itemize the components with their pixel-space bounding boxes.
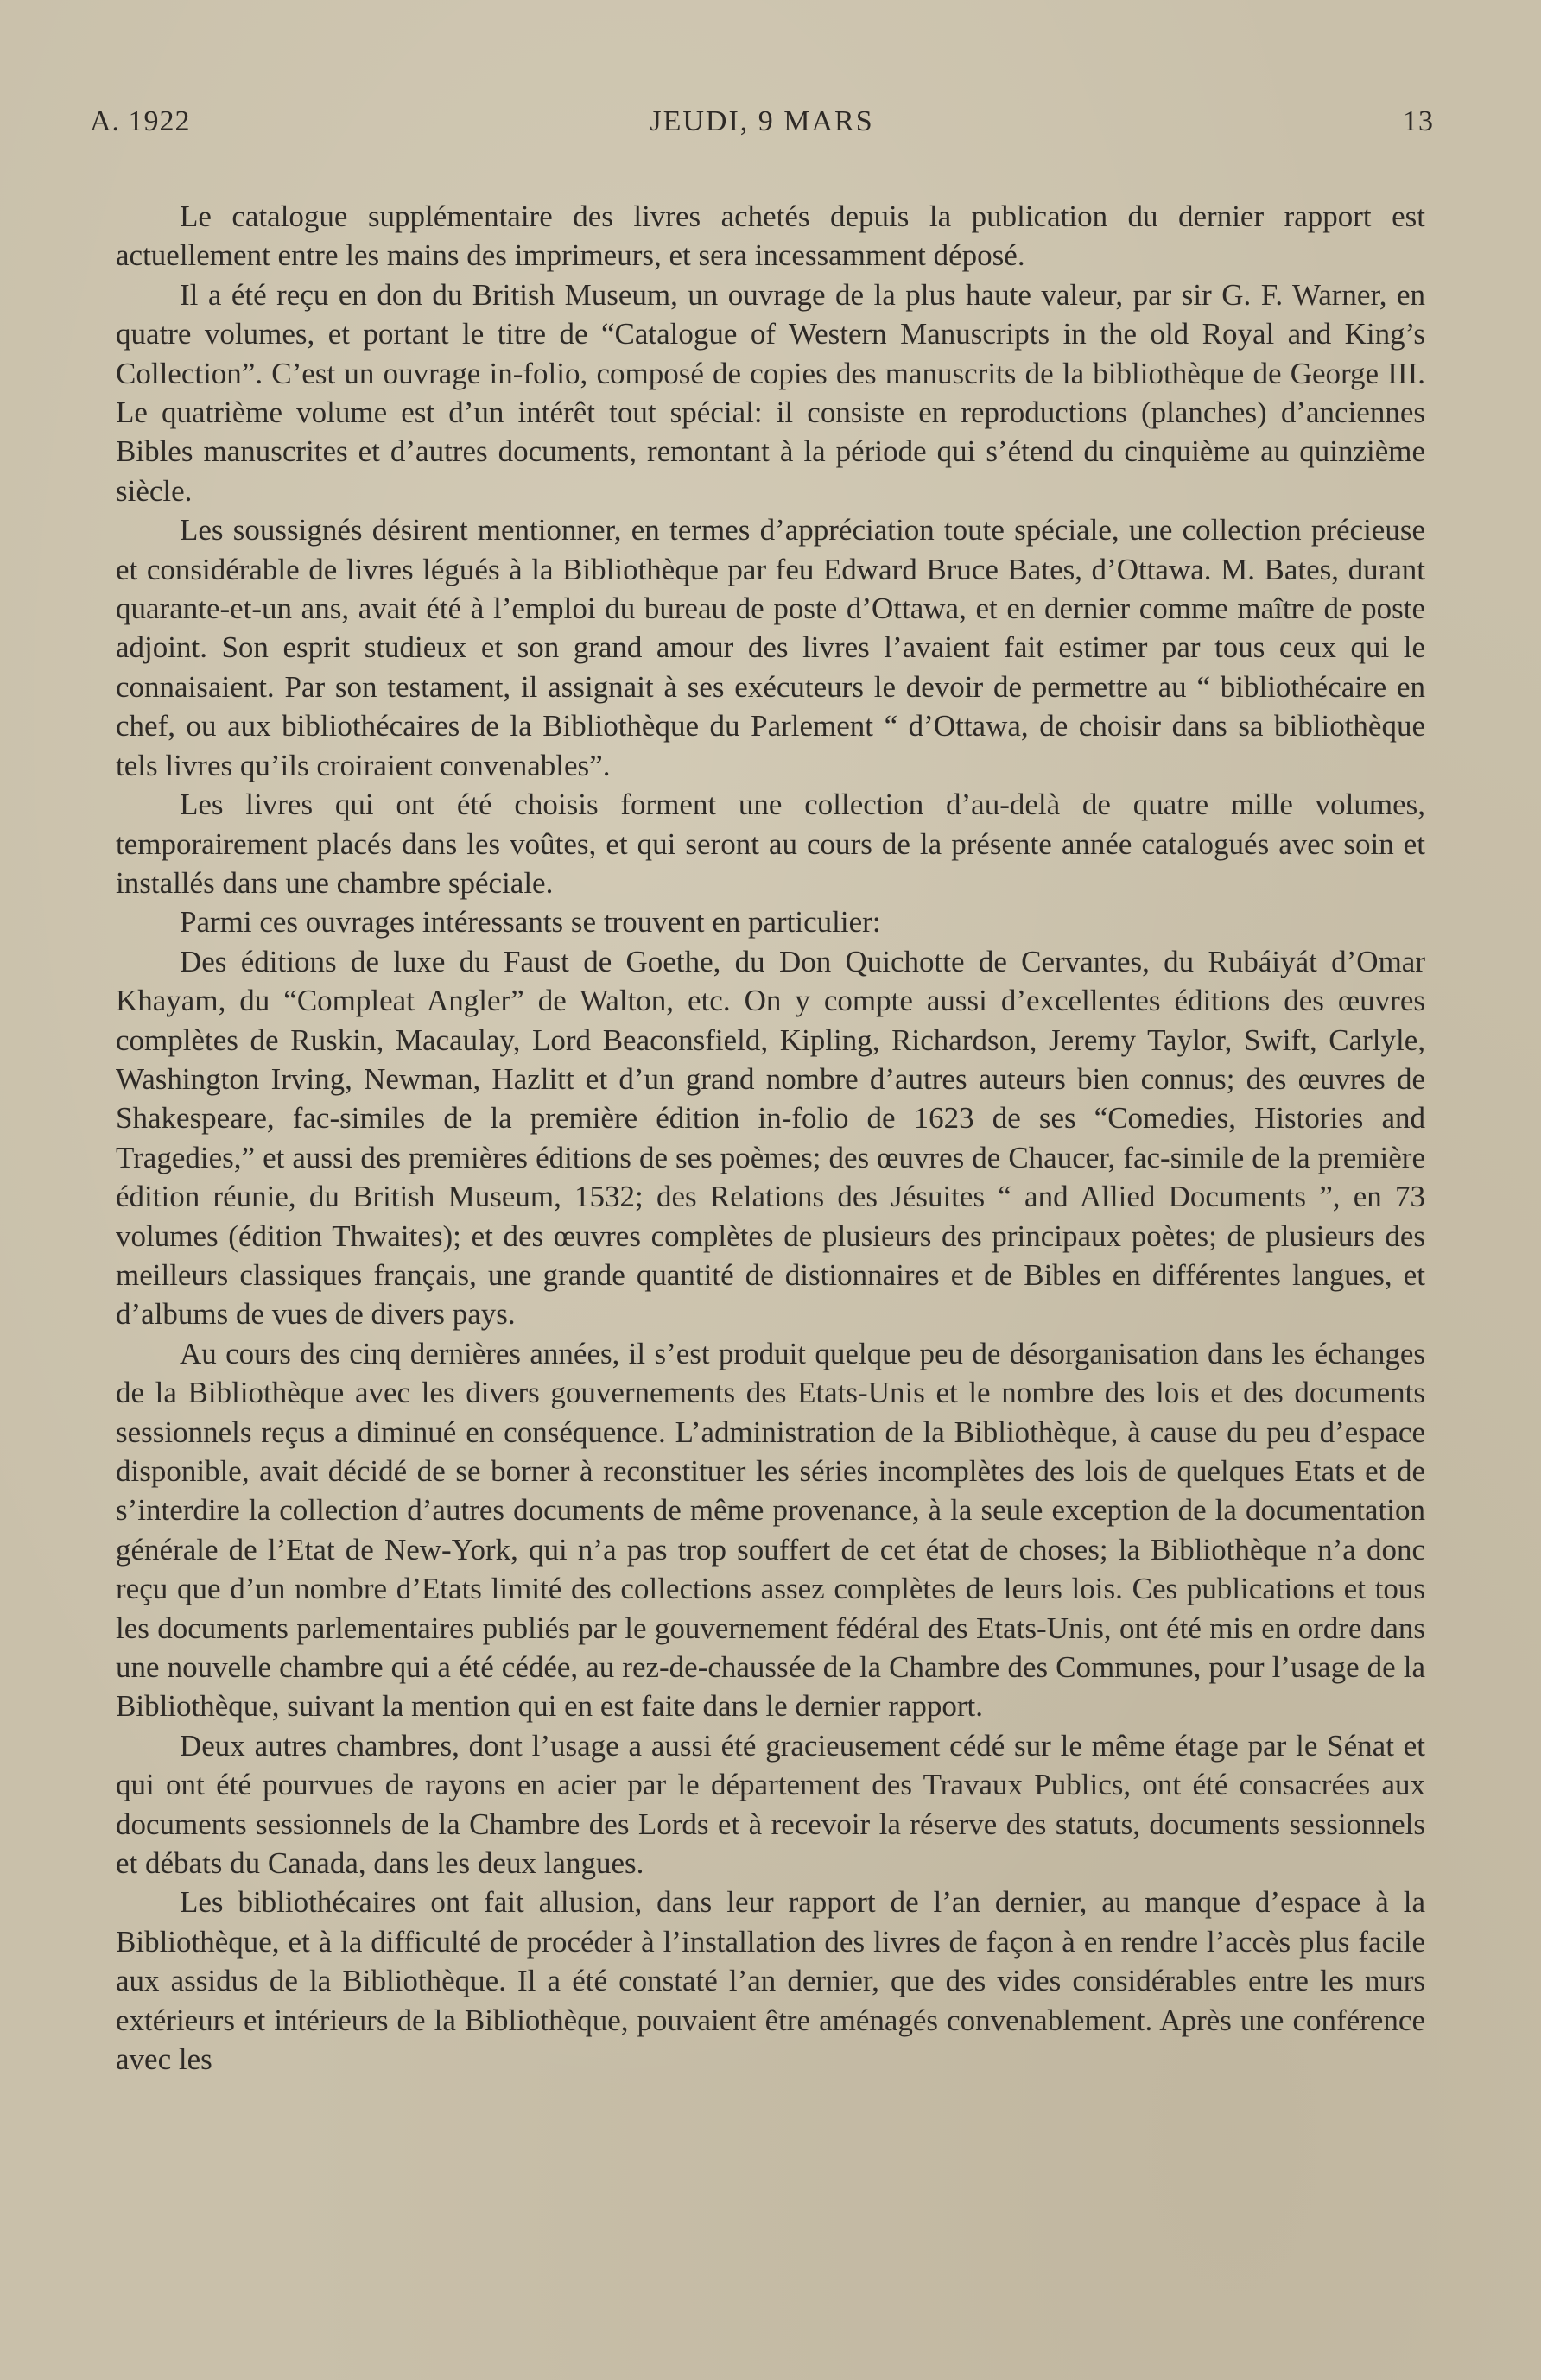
paragraph-books-chosen: Les livres qui ont été choisis forment une collection d’au-delà de quatre mille volumes, temporairement placés dans les voûtes, et qui seront au cours de la présente année catalogués avec soin et installés dans une chambre spéciale. xyxy=(116,788,1425,900)
body-text xyxy=(116,197,1425,2079)
running-header xyxy=(90,105,1434,147)
paragraph-notable-works-intro: Parmi ces ouvrages intéressants se trouvent en particulier: xyxy=(180,905,881,940)
header-date: JEUDI, 9 MARS xyxy=(650,105,874,137)
paragraph-catalogue: Le catalogue supplémentaire des livres achetés depuis la publication du dernier rapport est actuellement entre les mains des imprimeurs, et sera incessamment déposé. xyxy=(116,199,1425,273)
paragraph-us-exchanges: Au cours des cinq dernières années, il s’est produit quelque peu de désorganisation dans les échanges de la Bibliothèque avec les divers gouvernements des Etats-Unis et le nombre des lois et des documents sessionnels reçus a diminué en conséquence. L’administration de la Bibliothèque, à cause du peu d’espace disponible, avait décidé de se borner à reconstituer les séries incomplètes des lois de quelques Etats et de s’interdire la collection d’autres documents de même provenance, à la seule exception de la documentation générale de l’Etat de New-York, qui n’a pas trop souffert de cet état de choses; la Bibliothèque n’a donc reçu que d’un nombre d’Etats limité des collections assez complètes de leurs lois. Ces publications et tous les documents parlementaires publiés par le gouvernement fédéral des Etats-Unis, ont été mis en ordre dans une nouvelle chambre qui a été cédée, au rez-de-chaussée de la Chambre des Communes, pour l’usage de la Bibliothèque, suivant la mention qui en est faite dans le dernier rapport. xyxy=(116,1336,1425,1724)
page-number: 13 xyxy=(1403,105,1434,137)
paragraph-senate-rooms: Deux autres chambres, dont l’usage a aussi été gracieusement cédé sur le même étage par le Sénat et qui ont été pourvues de rayons en acier par le département des Travaux Publics, ont été consacrées aux documents sessionnels de la Chambre des Lords et à recevoir la réserve des statuts, documents sessionnels et débats du Canada, dans les deux langues. xyxy=(116,1728,1425,1881)
paragraph-british-museum-gift: Il a été reçu en don du British Museum, un ouvrage de la plus haute valeur, par sir G. F. Warner, en quatre volumes, et portant le titre de “Catalogue of Western Manuscripts in the old Royal and King’s Collection”. C’est un ouvrage in-folio, composé de copies des manuscrits de la bibliothèque de George III. Le quatrième volume est d’un intérêt tout spécial: il consiste en reproductions (planches) d’anciennes Bibles manuscrites et d’autres documents, remontant à la période qui s’étend du cinquième au quinzième siècle. xyxy=(116,277,1425,508)
header-year: A. 1922 xyxy=(90,105,191,137)
paragraph-space-shortage: Les bibliothécaires ont fait allusion, dans leur rapport de l’an dernier, au manque d’espace à la Bibliothèque, et à la difficulté de procéder à l’installation des livres de façon à en rendre l’accès plus facile aux assidus de la Bibliothèque. Il a été constaté l’an dernier, que des vides considérables entre les murs extérieurs et intérieurs de la Bibliothèque, pouvaient être aménagés convenablement. Après une conférence avec les xyxy=(116,1885,1425,2077)
paragraph-notable-works: Des éditions de luxe du Faust de Goethe, du Don Quichotte de Cervantes, du Rubáiyát d’Omar Khayam, du “Compleat Angler” de Walton, etc. On y compte aussi d’excellentes éditions des œuvres complètes de Ruskin, Macaulay, Lord Beaconsfield, Kipling, Richardson, Jeremy Taylor, Swift, Carlyle, Washington Irving, Newman, Hazlitt et d’un grand nombre d’autres auteurs bien connus; des œuvres de Shakespeare, fac-similes de la première édition in-folio de 1623 de ses “Comedies, Histories and Tragedies,” et aussi des premières éditions de ses poèmes; des œuvres de Chaucer, fac-simile de la première édition réunie, du British Museum, 1532; des Relations des Jésuites “ and Allied Documents ”, en 73 volumes (édition Thwaites); et des œuvres complètes de plusieurs des principaux poètes; de plusieurs des meilleurs classiques français, une grande quantité de distionnaires et de Bibles en différentes langues, et d’albums de vues de divers pays. xyxy=(116,944,1425,1332)
paragraph-bates-collection: Les soussignés désirent mentionner, en termes d’appréciation toute spéciale, une collection précieuse et considérable de livres légués à la Bibliothèque par feu Edward Bruce Bates, d’Ottawa. M. Bates, durant quarante-et-un ans, avait été à l’emploi du bureau de poste d’Ottawa, et en dernier comme maître de poste adjoint. Son esprit studieux et son grand amour des livres l’avaient fait estimer par tous ceux qui le connaisaient. Par son testament, il assignait à ses exécuteurs le devoir de permettre au “ bibliothécaire en chef, ou aux bibliothécaires de la Bibliothèque du Parlement “ d’Ottawa, de choisir dans sa bibliothèque tels livres qu’ils croiraient convenables”. xyxy=(116,513,1425,782)
